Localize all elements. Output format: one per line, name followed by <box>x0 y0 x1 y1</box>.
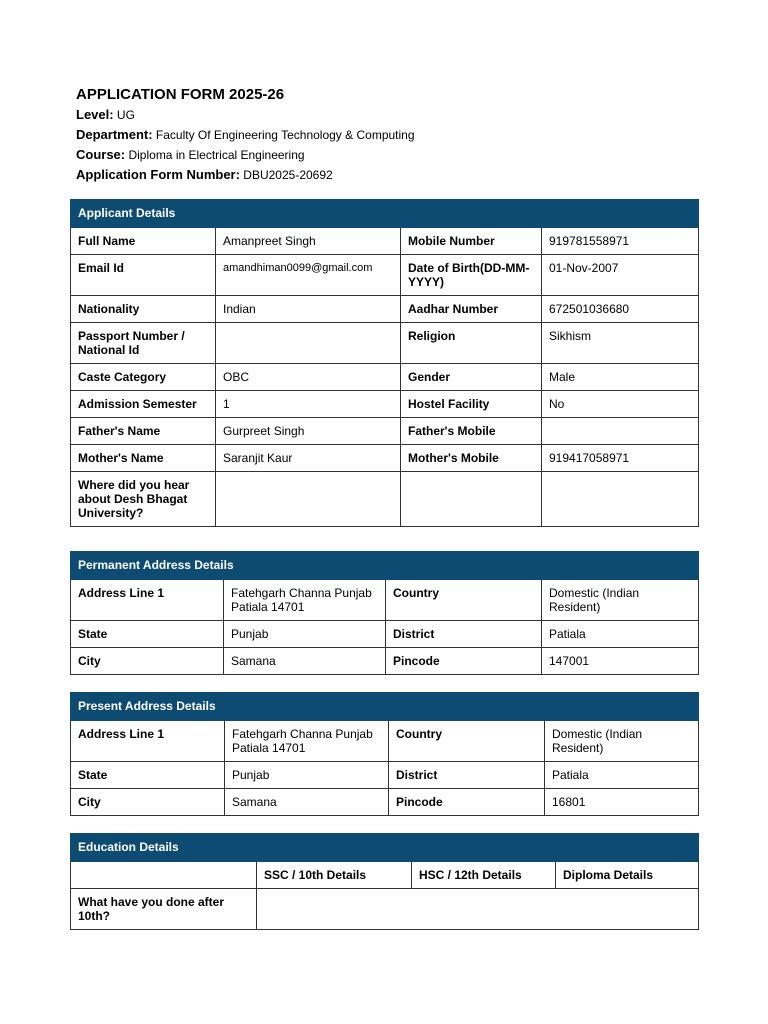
section-title: Education Details <box>71 834 699 862</box>
field-value <box>542 418 699 445</box>
field-label: Passport Number / National Id <box>71 323 216 364</box>
form-number-label: Application Form Number: <box>76 167 240 182</box>
level-label: Level: <box>76 107 114 122</box>
field-label: Aadhar Number <box>401 296 542 323</box>
column-header-ssc: SSC / 10th Details <box>257 862 412 889</box>
field-value: Patiala <box>545 762 699 789</box>
field-value <box>257 889 699 930</box>
section-title: Applicant Details <box>71 200 699 228</box>
field-label: Country <box>389 721 545 762</box>
field-value: 919781558971 <box>542 228 699 255</box>
field-label: District <box>386 621 542 648</box>
field-label: Hostel Facility <box>401 391 542 418</box>
field-label: Father's Name <box>71 418 216 445</box>
field-value: Samana <box>225 789 389 816</box>
field-label: Caste Category <box>71 364 216 391</box>
field-value: No <box>542 391 699 418</box>
field-value: Punjab <box>224 621 386 648</box>
field-value: OBC <box>216 364 401 391</box>
form-header <box>76 86 415 185</box>
permanent-address-table <box>70 551 699 675</box>
field-value <box>216 323 401 364</box>
field-label: State <box>71 621 224 648</box>
field-label: Pincode <box>389 789 545 816</box>
field-label: City <box>71 789 225 816</box>
field-label: Email Id <box>71 255 216 296</box>
table-row <box>71 255 699 296</box>
table-row <box>71 418 699 445</box>
field-label: Where did you hear about Desh Bhagat University? <box>71 472 216 527</box>
field-label: Gender <box>401 364 542 391</box>
column-header-diploma: Diploma Details <box>556 862 699 889</box>
table-row <box>71 648 699 675</box>
table-row <box>71 472 699 527</box>
field-label: Pincode <box>386 648 542 675</box>
field-value: Fatehgarh Channa Punjab Patiala 14701 <box>224 580 386 621</box>
field-label: District <box>389 762 545 789</box>
table-row <box>71 323 699 364</box>
field-value: Male <box>542 364 699 391</box>
present-address-table <box>70 692 699 816</box>
field-value <box>401 472 542 527</box>
field-value: Samana <box>224 648 386 675</box>
page-title: APPLICATION FORM 2025-26 <box>76 86 285 103</box>
table-row <box>71 862 699 889</box>
form-number-line <box>76 165 415 185</box>
field-value: 147001 <box>542 648 699 675</box>
education-details-table <box>70 833 699 930</box>
table-row <box>71 580 699 621</box>
field-value <box>542 472 699 527</box>
field-label: Mobile Number <box>401 228 542 255</box>
table-row <box>71 228 699 255</box>
field-label: Address Line 1 <box>71 721 225 762</box>
column-header <box>71 862 257 889</box>
table-row <box>71 621 699 648</box>
field-value: 01-Nov-2007 <box>542 255 699 296</box>
section-title: Permanent Address Details <box>71 552 699 580</box>
field-label: Mother's Mobile <box>401 445 542 472</box>
field-value: amandhiman0099@gmail.com <box>216 255 401 296</box>
field-label: Date of Birth(DD-MM-YYYY) <box>401 255 542 296</box>
course-label: Course: <box>76 147 126 162</box>
department-label: Department: <box>76 127 153 142</box>
form-number-value: DBU2025-20692 <box>243 168 333 182</box>
field-label: Full Name <box>71 228 216 255</box>
field-value: Domestic (Indian Resident) <box>545 721 699 762</box>
field-value: Punjab <box>225 762 389 789</box>
field-label: Admission Semester <box>71 391 216 418</box>
level-line <box>76 105 415 125</box>
field-label: Father's Mobile <box>401 418 542 445</box>
field-label: Address Line 1 <box>71 580 224 621</box>
field-value: Fatehgarh Channa Punjab Patiala 14701 <box>225 721 389 762</box>
level-value: UG <box>116 108 135 122</box>
table-row <box>71 445 699 472</box>
table-row <box>71 391 699 418</box>
column-header-hsc: HSC / 12th Details <box>412 862 556 889</box>
course-value: Diploma in Electrical Engineering <box>128 148 305 162</box>
field-value: Amanpreet Singh <box>216 228 401 255</box>
table-row <box>71 789 699 816</box>
field-value: 919417058971 <box>542 445 699 472</box>
field-label: Mother's Name <box>71 445 216 472</box>
field-value: 672501036680 <box>542 296 699 323</box>
table-row <box>71 364 699 391</box>
field-value: Saranjit Kaur <box>216 445 401 472</box>
field-value: Domestic (Indian Resident) <box>542 580 699 621</box>
applicant-details-table <box>70 199 699 527</box>
table-row <box>71 721 699 762</box>
field-label: Religion <box>401 323 542 364</box>
field-value: 16801 <box>545 789 699 816</box>
field-label: Country <box>386 580 542 621</box>
table-row <box>71 889 699 930</box>
field-value: Gurpreet Singh <box>216 418 401 445</box>
field-value: Patiala <box>542 621 699 648</box>
field-value: Sikhism <box>542 323 699 364</box>
field-value <box>216 472 401 527</box>
table-row <box>71 296 699 323</box>
course-line <box>76 145 415 165</box>
field-label: What have you done after 10th? <box>71 889 257 930</box>
field-label: Nationality <box>71 296 216 323</box>
field-label: State <box>71 762 225 789</box>
department-line <box>76 125 415 145</box>
table-row <box>71 762 699 789</box>
section-title: Present Address Details <box>71 693 699 721</box>
field-label: City <box>71 648 224 675</box>
field-value: 1 <box>216 391 401 418</box>
department-value: Faculty Of Engineering Technology & Computing <box>155 128 415 142</box>
field-value: Indian <box>216 296 401 323</box>
